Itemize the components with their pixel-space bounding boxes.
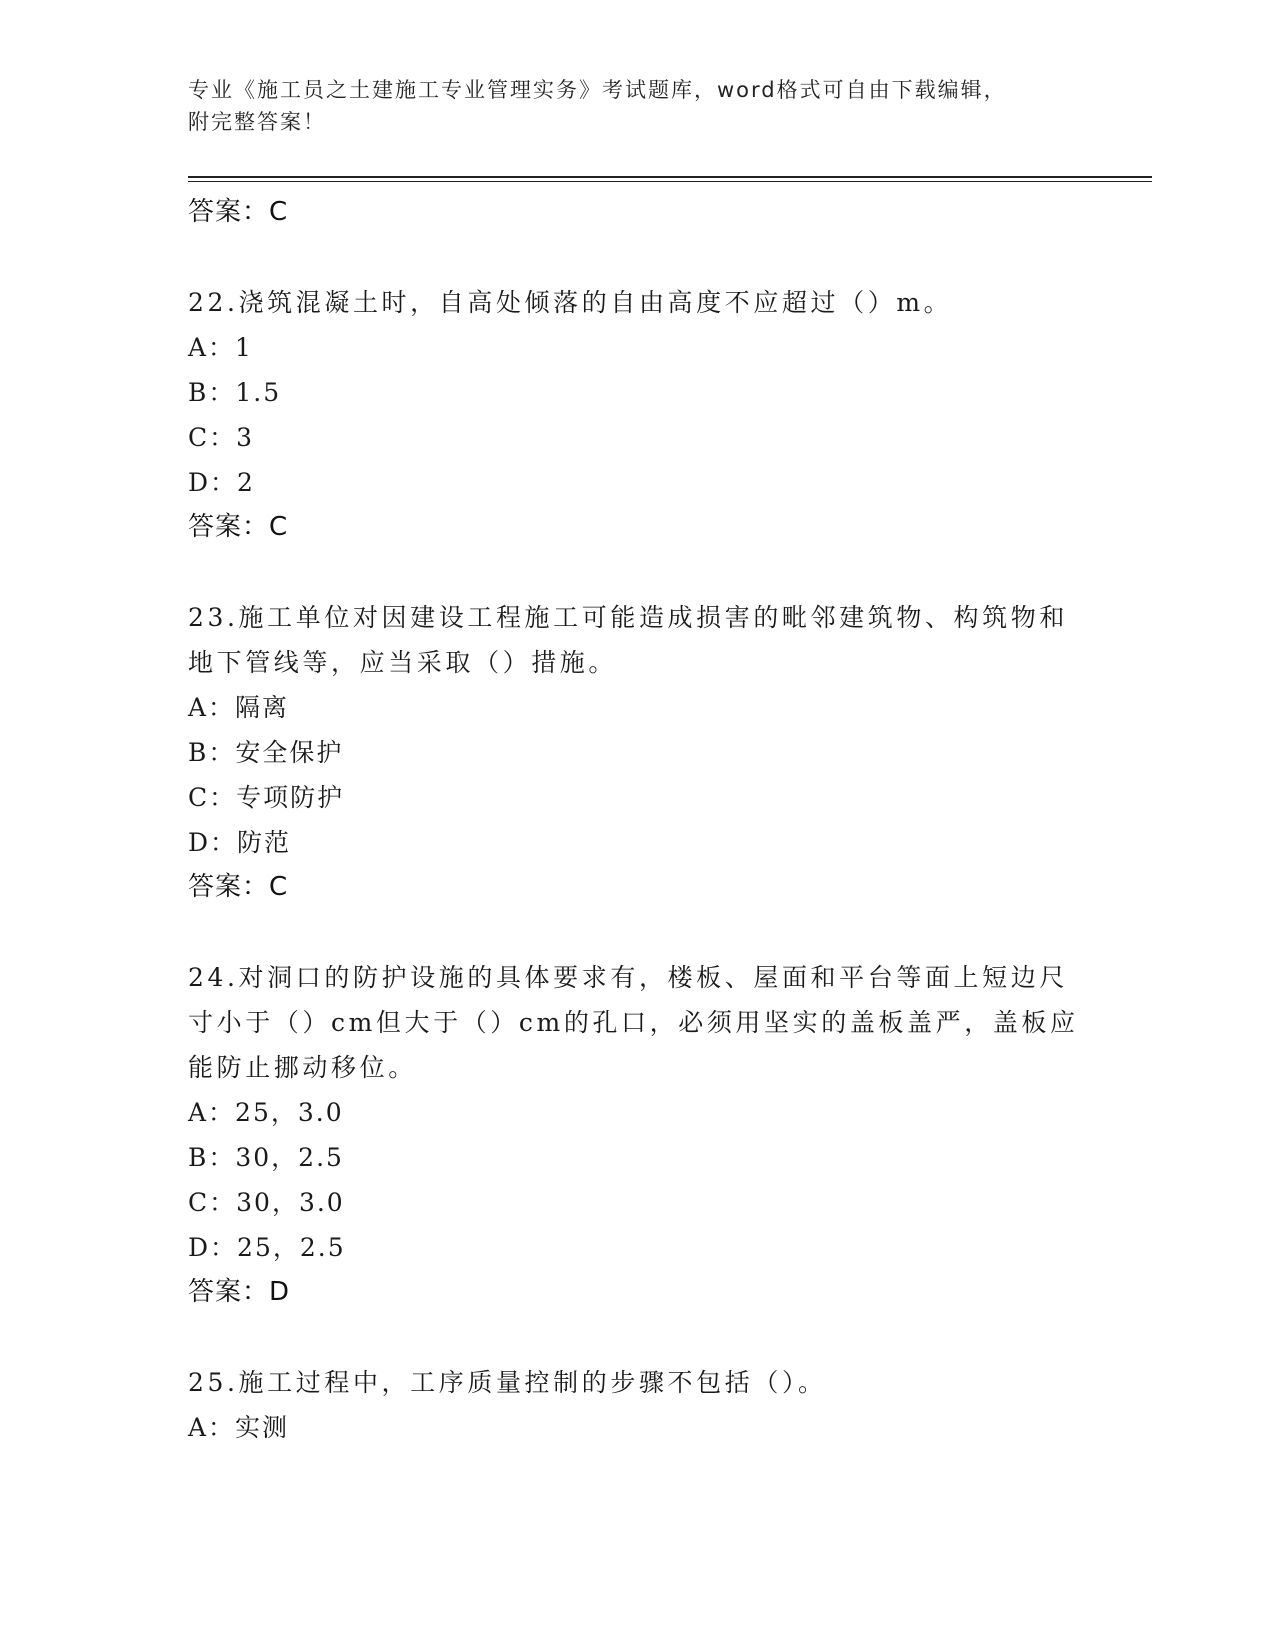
question-text: 寸小于（）cm但大于（）cm的孔口，必须用坚实的盖板盖严，盖板应	[188, 1008, 1079, 1037]
option-d: D：防范	[188, 828, 292, 857]
option-b: B：安全保护	[188, 738, 344, 767]
header-line-2: 附完整答案！	[188, 110, 326, 134]
option-a: A：实测	[188, 1413, 290, 1442]
question-text: 地下管线等，应当采取（）措施。	[188, 648, 618, 677]
question-text: 25.施工过程中，工序质量控制的步骤不包括（）。	[188, 1368, 827, 1397]
option-c: C：30，3.0	[188, 1188, 345, 1217]
question-text: 23.施工单位对因建设工程施工可能造成损害的毗邻建筑物、构筑物和	[188, 603, 1068, 632]
option-b: B：1.5	[188, 378, 282, 407]
spacer	[188, 550, 1078, 595]
question-25	[188, 1360, 1078, 1450]
question-23	[188, 595, 1078, 910]
answer-line: 答案：D	[188, 1277, 291, 1307]
option-a: A：隔离	[188, 693, 290, 722]
spacer	[188, 910, 1078, 955]
option-d: D：25，2.5	[188, 1233, 346, 1262]
header-divider-thick	[188, 176, 1152, 178]
question-text: 22.浇筑混凝土时，自高处倾落的自由高度不应超过（）m。	[188, 288, 953, 317]
spacer	[188, 235, 1078, 280]
question-22	[188, 280, 1078, 550]
option-d: D：2	[188, 468, 255, 497]
option-a: A：1	[188, 333, 253, 362]
header-line-1: 专业《施工员之土建施工专业管理实务》考试题库，word格式可自由下载编辑，	[188, 78, 1007, 102]
option-c: C：3	[188, 423, 255, 452]
previous-answer: 答案：C	[188, 197, 289, 227]
answer-line: 答案：C	[188, 512, 289, 542]
spacer	[188, 1315, 1078, 1360]
question-text: 能防止挪动移位。	[188, 1053, 417, 1082]
option-a: A：25，3.0	[188, 1098, 344, 1127]
option-c: C：专项防护	[188, 783, 345, 812]
document-header	[188, 74, 1088, 138]
question-24	[188, 955, 1078, 1315]
answer-line: 答案：C	[188, 872, 289, 902]
question-text: 24.对洞口的防护设施的具体要求有，楼板、屋面和平台等面上短边尺	[188, 963, 1068, 992]
header-divider-thin	[188, 181, 1152, 182]
question-list	[188, 190, 1078, 1450]
option-b: B：30，2.5	[188, 1143, 344, 1172]
